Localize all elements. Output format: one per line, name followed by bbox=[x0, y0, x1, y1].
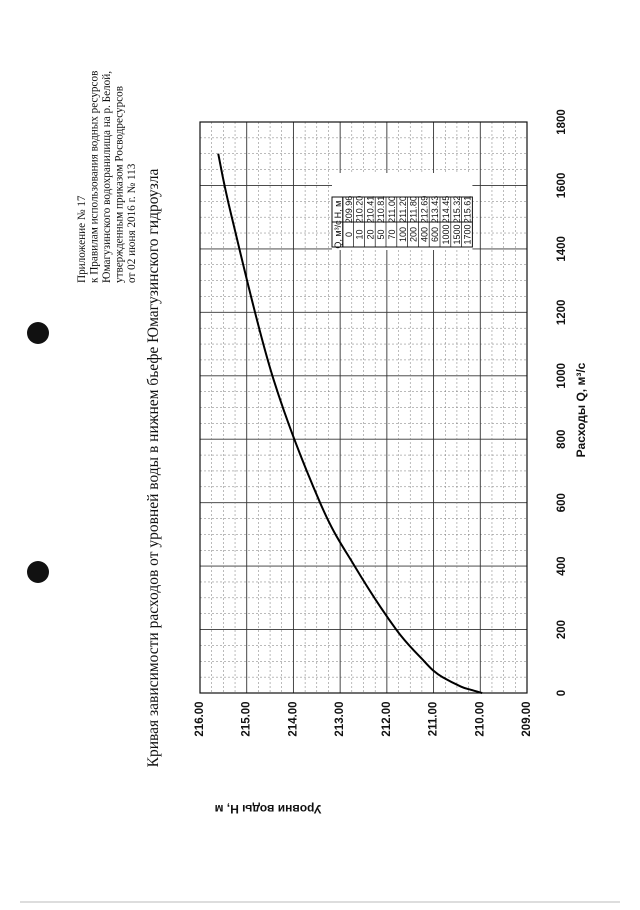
appendix-line: Приложение № 17 bbox=[76, 195, 88, 283]
appendix-line: утвержденным приказом Росводресурсов bbox=[114, 86, 126, 283]
x-axis-label-main: Расходы Q, м³/с bbox=[574, 362, 588, 457]
table-cell: 213.43 bbox=[430, 196, 440, 224]
table-cell: 20 bbox=[365, 229, 375, 239]
x-tick-label: 600 bbox=[556, 493, 568, 512]
table-header-cell: H, м bbox=[333, 201, 343, 219]
y-tick-label: 213.00 bbox=[334, 701, 346, 736]
table-cell: 210.20 bbox=[355, 196, 365, 224]
table-cell: 211.80 bbox=[409, 196, 419, 223]
x-tick-label: 400 bbox=[556, 557, 568, 576]
y-tick-label: 212.00 bbox=[381, 701, 393, 736]
table-cell: 400 bbox=[419, 227, 429, 242]
table-cell: 209.96 bbox=[344, 196, 354, 224]
y-tick-label: 216.00 bbox=[194, 701, 206, 736]
data-table bbox=[332, 173, 473, 250]
appendix-block bbox=[76, 71, 138, 283]
table-cell: 0 bbox=[344, 232, 354, 237]
x-tick-label: 800 bbox=[556, 430, 568, 449]
appendix-line: к Правилам использования водных ресурсов bbox=[89, 71, 101, 283]
table-cell: 214.45 bbox=[441, 196, 451, 224]
table-cell: 100 bbox=[398, 227, 408, 242]
y-tick-label: 215.00 bbox=[241, 701, 253, 736]
table-cell: 215.32 bbox=[452, 196, 462, 224]
table-cell: 70 bbox=[387, 229, 397, 239]
x-tick-label: 0 bbox=[556, 690, 568, 696]
y-axis-label: Уровни воды H, м bbox=[214, 802, 321, 816]
table-header-cell: Q, м³/с bbox=[333, 220, 343, 249]
table-cell: 211.20 bbox=[398, 196, 408, 223]
table-cell: 1500 bbox=[452, 224, 462, 244]
table-cell: 215.61 bbox=[463, 196, 473, 224]
x-tick-label: 1400 bbox=[556, 236, 568, 262]
y-tick-label: 214.00 bbox=[287, 701, 299, 736]
table-cell: 210.81 bbox=[376, 196, 386, 224]
appendix-line: Юмагузинского водохранилища на р. Белой, bbox=[101, 71, 113, 283]
table-cell: 1000 bbox=[441, 224, 451, 244]
table-cell: 50 bbox=[376, 229, 386, 239]
x-tick-label: 1600 bbox=[556, 173, 568, 199]
x-tick-label: 200 bbox=[556, 620, 568, 639]
y-tick-label: 211.00 bbox=[428, 702, 440, 737]
table-cell: 210.41 bbox=[365, 196, 375, 224]
x-tick-label: 1200 bbox=[556, 300, 568, 326]
punch-hole-bottom bbox=[27, 561, 49, 583]
x-tick-label: 1800 bbox=[556, 109, 568, 135]
table-cell: 10 bbox=[355, 229, 365, 239]
table-cell: 1700 bbox=[463, 224, 473, 244]
y-tick-label: 210.00 bbox=[474, 701, 486, 736]
punch-hole-top bbox=[27, 322, 49, 344]
table-cell: 600 bbox=[430, 227, 440, 242]
table-cell: 212.69 bbox=[419, 196, 429, 224]
table-cell: 200 bbox=[409, 227, 419, 242]
appendix-line: от 02 июня 2016 г. № 113 bbox=[126, 163, 138, 283]
y-tick-label: 209.00 bbox=[521, 701, 533, 736]
table-cell: 211.00 bbox=[387, 196, 397, 223]
chart-title: Кривая зависимости расходов от уровней воды в нижнем бьефе Юмагузинского гидроузла bbox=[145, 169, 162, 768]
x-axis-label bbox=[574, 362, 588, 457]
x-tick-label: 1000 bbox=[556, 363, 568, 389]
